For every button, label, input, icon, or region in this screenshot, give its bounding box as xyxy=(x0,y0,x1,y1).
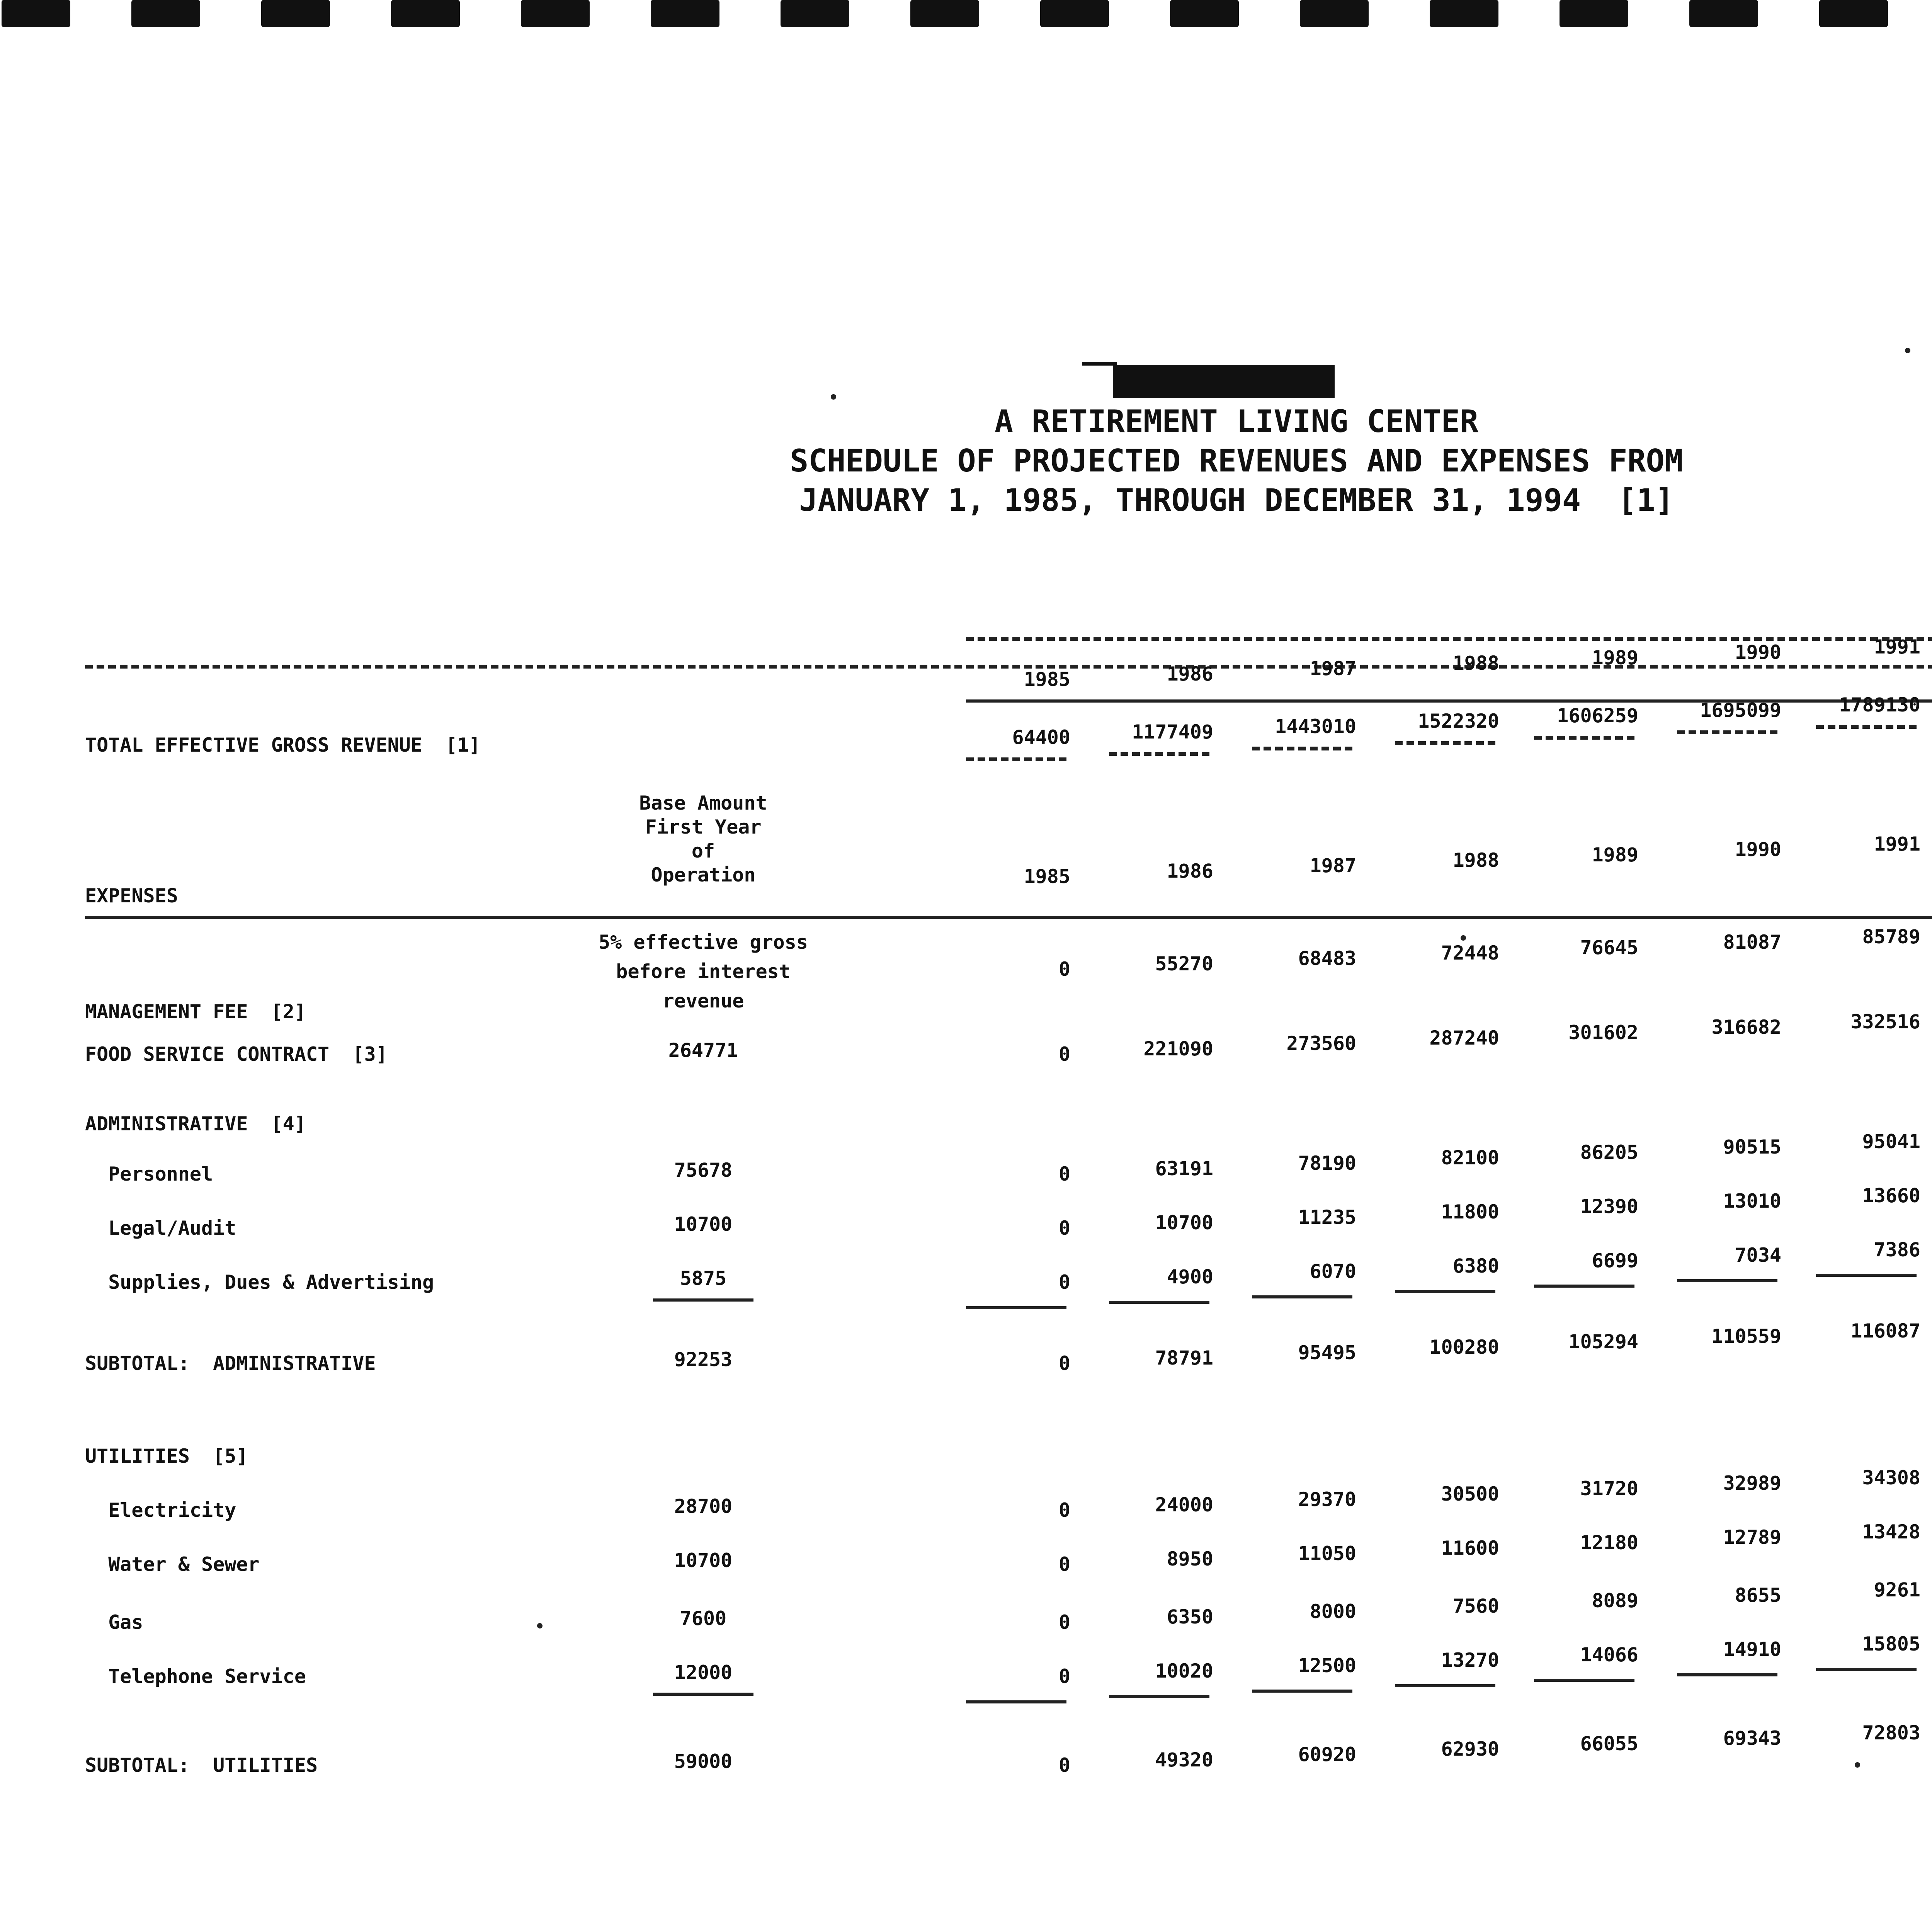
expense-value: 6070 xyxy=(1310,1260,1356,1283)
expense-year-header: 1985 xyxy=(1024,865,1070,888)
revenue-value: 1789130 xyxy=(1839,694,1920,716)
expense-value: 24000 xyxy=(1155,1494,1213,1516)
expense-value: 14066 xyxy=(1580,1644,1638,1666)
subtotal-rule xyxy=(1252,1690,1352,1693)
title-line-3: JANUARY 1, 1985, THROUGH DECEMBER 31, 1994 [1] xyxy=(799,482,1674,518)
base-amount-cell: 75678 xyxy=(674,1159,733,1181)
base-amount-header-line: Base Amount xyxy=(639,792,767,814)
expense-value: 81087 xyxy=(1723,931,1781,953)
expense-value: 0 xyxy=(1058,1665,1070,1688)
expense-value: 13270 xyxy=(1441,1649,1499,1671)
expense-value: 9261 xyxy=(1874,1579,1920,1601)
expense-value: 95495 xyxy=(1298,1341,1356,1364)
perforation-hole xyxy=(391,0,460,27)
subtotal-rule xyxy=(1109,1695,1209,1698)
expense-value: 72803 xyxy=(1862,1722,1920,1744)
expense-year-header: 1990 xyxy=(1735,838,1781,861)
expense-value: 7560 xyxy=(1452,1595,1499,1617)
expense-value: 34308 xyxy=(1862,1467,1920,1489)
expense-value: 7034 xyxy=(1735,1244,1781,1266)
expense-value: 78791 xyxy=(1155,1347,1213,1369)
expense-value: 6380 xyxy=(1452,1255,1499,1277)
perforation-hole xyxy=(1819,0,1888,27)
perforation-strip xyxy=(0,0,1932,31)
perforation-hole xyxy=(1689,0,1758,27)
subtotal-rule xyxy=(1677,1279,1777,1282)
revenue-value: 1177409 xyxy=(1132,721,1213,743)
expense-row-label: SUBTOTAL: UTILITIES xyxy=(85,1754,318,1776)
expense-row-label: Supplies, Dues & Advertising xyxy=(85,1271,434,1293)
perforation-hole xyxy=(521,0,590,27)
expense-value: 55270 xyxy=(1155,953,1213,975)
expense-value: 13010 xyxy=(1723,1190,1781,1212)
expense-value: 62930 xyxy=(1441,1738,1499,1760)
expense-value: 15805 xyxy=(1862,1633,1920,1655)
revenue-double-rule xyxy=(1395,741,1495,745)
expense-row-label: UTILITIES [5] xyxy=(85,1445,248,1467)
expense-value: 31720 xyxy=(1580,1477,1638,1500)
base-amount-cell: 10700 xyxy=(674,1549,733,1572)
expense-value: 11235 xyxy=(1298,1206,1356,1229)
expense-value: 6350 xyxy=(1167,1606,1213,1628)
table-top-rule xyxy=(85,665,1932,669)
revenue-double-rule xyxy=(1252,747,1352,750)
perforation-hole xyxy=(2,0,70,27)
redaction-mark xyxy=(1113,365,1335,398)
revenue-year-header: 1990 xyxy=(1735,641,1781,664)
expense-value: 66055 xyxy=(1580,1732,1638,1755)
expense-value: 221090 xyxy=(1143,1038,1213,1060)
expense-value: 0 xyxy=(1058,1271,1070,1293)
expense-value: 72448 xyxy=(1441,942,1499,964)
expense-value: 8000 xyxy=(1310,1600,1356,1623)
expense-value: 8950 xyxy=(1167,1548,1213,1570)
base-amount-cell: 12000 xyxy=(674,1661,733,1684)
subtotal-rule xyxy=(1534,1679,1634,1682)
scan-speck xyxy=(1905,348,1910,353)
expense-value: 11800 xyxy=(1441,1201,1499,1223)
expense-value: 12390 xyxy=(1580,1195,1638,1218)
subtotal-rule xyxy=(1395,1290,1495,1293)
perforation-hole xyxy=(1560,0,1628,27)
expense-value: 82100 xyxy=(1441,1147,1499,1169)
expense-value: 78190 xyxy=(1298,1152,1356,1174)
revenue-label: TOTAL EFFECTIVE GROSS REVENUE [1] xyxy=(85,734,481,756)
scan-speck xyxy=(1855,1762,1860,1768)
base-amount-header-line: of xyxy=(691,840,715,862)
base-amount-header-line: Operation xyxy=(651,864,756,886)
expense-row-label: Electricity xyxy=(85,1499,236,1521)
base-amount-cell: 5875 xyxy=(680,1267,727,1290)
scan-speck xyxy=(537,1623,543,1628)
expense-value: 32989 xyxy=(1723,1472,1781,1494)
expense-value: 68483 xyxy=(1298,947,1356,970)
scan-speck xyxy=(831,394,836,400)
subtotal-rule xyxy=(966,1700,1066,1703)
revenue-header-rule xyxy=(966,699,1932,703)
perforation-hole xyxy=(261,0,330,27)
expense-value: 13428 xyxy=(1862,1521,1920,1543)
expenses-header-rule xyxy=(85,916,1932,919)
title-line-2: SCHEDULE OF PROJECTED REVENUES AND EXPENSES FROM xyxy=(790,443,1683,479)
base-amount-cell: 7600 xyxy=(680,1607,727,1630)
subtotal-rule xyxy=(1252,1295,1352,1298)
expense-value: 63191 xyxy=(1155,1157,1213,1180)
expense-value: 10700 xyxy=(1155,1212,1213,1234)
perforation-hole xyxy=(1040,0,1109,27)
revenue-double-rule xyxy=(1534,736,1634,740)
expense-value: 10020 xyxy=(1155,1660,1213,1682)
base-amount-cell: 92253 xyxy=(674,1348,733,1371)
expense-value: 8089 xyxy=(1592,1589,1638,1612)
expense-year-header: 1988 xyxy=(1452,849,1499,871)
revenue-double-rule xyxy=(966,757,1066,761)
expense-value: 8655 xyxy=(1735,1584,1781,1606)
base-amount-cell: 264771 xyxy=(668,1039,738,1062)
expense-value: 49320 xyxy=(1155,1749,1213,1771)
expense-value: 13660 xyxy=(1862,1184,1920,1207)
subtotal-rule xyxy=(1816,1668,1917,1671)
perforation-hole xyxy=(131,0,200,27)
expense-value: 11600 xyxy=(1441,1537,1499,1559)
expense-value: 76645 xyxy=(1580,936,1638,959)
revenue-value: 1695099 xyxy=(1700,699,1781,721)
revenue-double-rule xyxy=(1816,725,1917,729)
expense-value: 12789 xyxy=(1723,1526,1781,1548)
expense-value: 0 xyxy=(1058,1499,1070,1521)
perforation-hole xyxy=(1300,0,1369,27)
perforation-hole xyxy=(651,0,719,27)
perforation-hole xyxy=(781,0,849,27)
expense-value: 30500 xyxy=(1441,1483,1499,1505)
expense-value: 105294 xyxy=(1568,1331,1638,1353)
expense-value: 100280 xyxy=(1429,1336,1499,1358)
title-line-1: A RETIREMENT LIVING CENTER xyxy=(994,403,1479,439)
revenue-year-header: 1987 xyxy=(1310,657,1356,680)
subtotal-rule xyxy=(1816,1274,1917,1277)
table-top-rule xyxy=(966,637,1932,641)
expense-value: 0 xyxy=(1058,1553,1070,1576)
expense-value: 110559 xyxy=(1711,1325,1781,1348)
expense-value: 7386 xyxy=(1874,1239,1920,1261)
revenue-value: 1522320 xyxy=(1418,710,1499,732)
expense-value: 60920 xyxy=(1298,1743,1356,1766)
expense-row-label: Legal/Audit xyxy=(85,1217,236,1239)
expense-row-label: ADMINISTRATIVE [4] xyxy=(85,1113,306,1135)
perforation-hole xyxy=(1430,0,1498,27)
expense-value: 12180 xyxy=(1580,1531,1638,1554)
revenue-double-rule xyxy=(1677,730,1777,734)
base-amount-header-line: First Year xyxy=(645,816,762,838)
expense-year-header: 1991 xyxy=(1874,833,1920,855)
expense-value: 11050 xyxy=(1298,1542,1356,1565)
subtotal-rule xyxy=(1534,1285,1634,1288)
revenue-value: 1606259 xyxy=(1557,704,1638,727)
subtotal-rule xyxy=(966,1306,1066,1309)
perforation-hole xyxy=(910,0,979,27)
revenue-value: 1443010 xyxy=(1275,715,1356,738)
perforation-hole xyxy=(1170,0,1239,27)
base-amount-cell: 10700 xyxy=(674,1213,733,1235)
expense-row-label: Telephone Service xyxy=(85,1665,306,1688)
expense-value: 0 xyxy=(1058,1217,1070,1239)
expense-row-label: FOOD SERVICE CONTRACT [3] xyxy=(85,1043,388,1065)
subtotal-rule xyxy=(1677,1673,1777,1676)
expense-value: 6699 xyxy=(1592,1249,1638,1272)
document-title xyxy=(0,402,1932,520)
subtotal-rule xyxy=(653,1298,753,1302)
expense-value: 69343 xyxy=(1723,1727,1781,1749)
base-amount-cell: 5% effective gross before interest revenue xyxy=(599,931,808,1012)
expense-value: 0 xyxy=(1058,1163,1070,1185)
revenue-year-header: 1985 xyxy=(1024,668,1070,691)
expense-value: 316682 xyxy=(1711,1016,1781,1038)
revenue-year-header: 1986 xyxy=(1167,663,1213,685)
revenue-double-rule xyxy=(1109,752,1209,756)
expense-value: 95041 xyxy=(1862,1130,1920,1153)
expense-row-label: MANAGEMENT FEE [2] xyxy=(85,1001,306,1023)
expense-year-header: 1987 xyxy=(1310,854,1356,877)
expense-value: 332516 xyxy=(1850,1011,1920,1033)
expense-value: 301602 xyxy=(1568,1021,1638,1044)
subtotal-rule xyxy=(1109,1301,1209,1304)
expense-value: 12500 xyxy=(1298,1654,1356,1677)
redaction-mark-tail xyxy=(1082,362,1117,366)
base-amount-cell: 28700 xyxy=(674,1495,733,1518)
expense-value: 287240 xyxy=(1429,1027,1499,1049)
expense-value: 14910 xyxy=(1723,1638,1781,1661)
expense-row-label: Personnel xyxy=(85,1163,213,1185)
expense-year-header: 1986 xyxy=(1167,860,1213,882)
scan-speck xyxy=(1461,935,1466,941)
expense-value: 86205 xyxy=(1580,1141,1638,1164)
expenses-label: EXPENSES xyxy=(85,885,178,907)
expense-value: 116087 xyxy=(1850,1320,1920,1342)
expense-value: 4900 xyxy=(1167,1266,1213,1288)
expense-row-label: Water & Sewer xyxy=(85,1553,260,1576)
revenue-value: 64400 xyxy=(1012,726,1070,749)
revenue-year-header: 1988 xyxy=(1452,652,1499,674)
expense-value: 90515 xyxy=(1723,1136,1781,1158)
expense-value: 0 xyxy=(1058,1754,1070,1776)
expense-value: 29370 xyxy=(1298,1488,1356,1511)
base-amount-cell: 59000 xyxy=(674,1750,733,1773)
subtotal-rule xyxy=(1395,1684,1495,1687)
revenue-year-header: 1991 xyxy=(1874,636,1920,658)
expense-year-header: 1989 xyxy=(1592,844,1638,866)
expense-value: 0 xyxy=(1058,1611,1070,1634)
expense-value: 273560 xyxy=(1286,1032,1356,1055)
expense-row-label: Gas xyxy=(85,1611,143,1634)
subtotal-rule xyxy=(653,1693,753,1696)
expense-value: 85789 xyxy=(1862,926,1920,948)
expense-value: 0 xyxy=(1058,958,1070,980)
revenue-year-header: 1989 xyxy=(1592,647,1638,669)
expense-row-label: SUBTOTAL: ADMINISTRATIVE xyxy=(85,1352,376,1375)
expense-value: 0 xyxy=(1058,1352,1070,1375)
expense-value: 0 xyxy=(1058,1043,1070,1065)
